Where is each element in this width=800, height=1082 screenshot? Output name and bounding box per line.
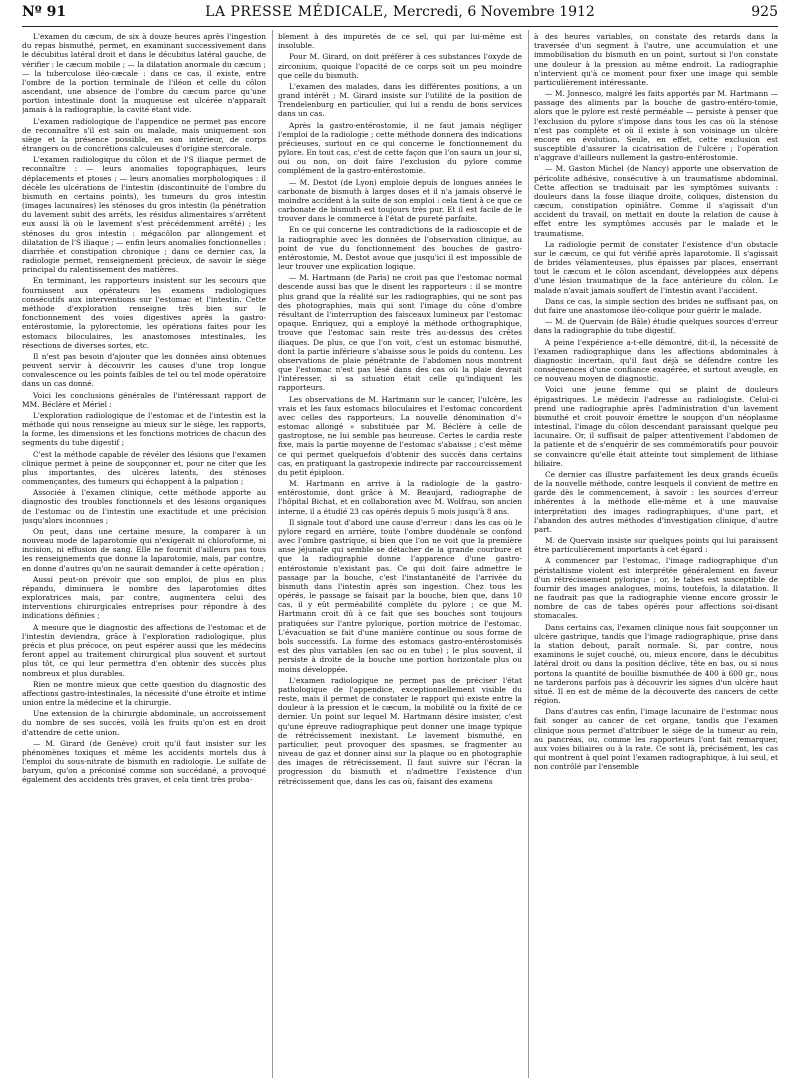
paragraph: Associée à l'examen clinique, cette méthode apporte au diagnostic des troubles fonctionnels et des lésions organiques de l'estomac ou de l'intestin une exactitude et une précision jusqu'alors inconnues ; xyxy=(22,488,266,525)
paragraph: A commencer par l'estomac, l'image radiographique d'un péristaltisme violent est interprétée généralement en faveur d'un rétrécissement pylorique ; or, le tabes est susceptible de fournir des images analogues, moins, toutefois, la dilatation. Il ne faudrait pas que la radiographie vienne encore grossir le nombre de cas de tabes opérés pour affections soi-disant stomacales. xyxy=(534,556,778,621)
text-column-2 xyxy=(278,32,522,1078)
page-number: 925 xyxy=(751,4,778,20)
paragraph: Ce dernier cas illustre parfaitement les deux grands écueils de la nouvelle méthode, contre lesquels il convient de mettre en garde dès le commencement, à savoir : les sources d'erreur inhérentes à la méthode elle-même et à une mauvaise interprétation des images radiographiques, d'une part, et l'abandon des autres méthodes d'investigation clinique, d'autre part. xyxy=(534,469,778,534)
header-rule xyxy=(22,26,778,27)
paragraph: L'examen radiologique du côlon et de l'S iliaque permet de reconnaître : — leurs anomalies topographiques, leurs déplacements et ptoses ; — leurs anomalies morphologiques : il décèle les ulcérations de l'intestin (discontinuité de l'ombre du bismuth en certains points), les tumeurs du gros intestin (images lacunaires) les sténoses du gros intestin (la pénétration du lavement subit des arrêts, les résidus alimentaires s'arrêtent eux aussi là où le lavement s'est précédemment arrêté) ; les sténoses du gros intestin : mégacôlon par allongement et dilatation de l'S iliaque ; — enfin leurs anomalies fonctionnelles : diarrhée et constipation chronique ; dans ce dernier cas, la radiologie permet, renseignement précieux, de savoir le siège principal du ralentissement des matières. xyxy=(22,155,266,275)
paragraph: Dans certains cas, l'examen clinique nous fait soupçonner un ulcère gastrique, tandis que l'image radiographique, prise dans la station debout, paraît normale. Si, par contre, nous examinons le sujet couché, ou, mieux encore, dans le décubitus latéral droit ou dans la position déclive, tête en bas, ou si nous portons la quantité de bouillie bismuthée de 400 à 600 gr., nous ne tarderons parfois pas à découvrir les signes d'un ulcère haut situé. Il en est de même de la découverte des cancers de cette région. xyxy=(534,622,778,706)
paragraph: Pour M. Girard, on doit préférer à ces substances l'oxyde de zirconium, quoique l'opacité de ce corps soit un peu moindre que celle du bismuth. xyxy=(278,52,522,80)
paragraph: En ce qui concerne les contradictions de la radioscopie et de la radiographie avec les données de l'observation clinique, au point de vue du fonctionnement des bouches de gastro-entérostomie, M. Destot avoue que jusqu'ici il est impossible de leur trouver une explication logique. xyxy=(278,225,522,272)
paragraph: A mesure que le diagnostic des affections de l'estomac et de l'intestin deviendra, grâce à l'exploration radiologique, plus précis et plus précoce, on peut espérer aussi que les médecins feront appel au traitement chirurgical plus souvent et surtout plus tôt, ce qui leur permettra d'en obtenir des succès plus nombreux et plus durables. xyxy=(22,622,266,678)
paragraph: L'examen des malades, dans les différentes positions, a un grand intérêt ; M. Girard insiste sur l'utilité de la position de Trendelenburg en particulier, qui lui a rendu de bons services dans un cas. xyxy=(278,81,522,119)
paragraph: — M. Jonnesco, malgré les faits apportés par M. Hartmann — passage des aliments par la bouche de gastro-entéro-tomie, alors que le pylore est resté perméable — persiste à penser que l'exclusion du pylore s'impose dans tous les cas où la sténose n'est pas complète et où il existe à son voisinage un ulcère encore en évolution. Seule, en effet, cette exclusion est susceptible d'assurer la cicatrisation de l'ulcère ; l'opération n'aggrave d'ailleurs nullement la gastro-entérostomie. xyxy=(534,89,778,163)
paragraph: — M. Hartmann (de Paris) ne croit pas que l'estomac normal descende aussi bas que le disent les rapporteurs : il se montre plus grand que la réalité sur les radiographies, qui ne sont pas des photographies, mais qui sont l'image du cône d'ombre résultant de l'interruption des faisceaux lumineux par l'estomac opaque. Enriquez, qui a employé la méthode orthographique, trouve que l'estomac sain reste très au-dessus des crêtes iliaques. De plus, ce que l'on voit, c'est un estomac bismuthé, dont la partie inférieure s'abaisse sous le poids du contenu. Les observations de plaie pénétrante de l'abdomen nous montrent que l'estomac n'est pas lésé dans des cas où la plaie devrait l'intéresser, si sa situation était celle qu'indiquent les rapporteurs. xyxy=(278,273,522,393)
paragraph: L'examen radiologique ne permet pas de préciser l'état pathologique de l'appendice, exceptionnellement visible du reste, mais il permet de constater le rapport qui existe entre la douleur à la pression et le cæcum, la mobilité ou la fixité de ce dernier. Un point sur lequel M. Hartmann désire insister, c'est qu'une épreuve radiographique peut donner une image typique de rétrécissement inexistant. Le lavement bismuthé, en particulier, peut provoquer des spasmes, se fragmenter au niveau de gaz et donner ainsi sur la plaque ou en photographie des images de rétrécissement. Il faut suivre sur l'écran la progression du bismuth et n'admettre l'existence d'un rétrécissement que, dans les cas où, faisant des examens xyxy=(278,675,522,786)
paragraph: — M. Destot (de Lyon) emploie depuis de longues années le carbonate de bismuth à larges doses et il n'a jamais observé le moindre accident à la suite de son emploi : cela tient à ce que ce carbonate de bismuth est toujours très pur. Et il est facile de le trouver dans le commerce à l'état de pureté parfaite. xyxy=(278,177,522,224)
paragraph: C'est la méthode capable de révéler des lésions que l'examen clinique permet à peine de soupçonner et, pour ne citer que les plus importantes, des ulcères latents, des sténoses commençantes, des tumeurs qui échappent à la palpation ; xyxy=(22,449,266,487)
journal-name: LA PRESSE MÉDICALE, xyxy=(205,4,389,20)
paragraph: Après la gastro-entérostomie, il ne faut jamais négliger l'emploi de la radiologie ; cette méthode donnera des indications précieuses, surtout en ce qui concerne le fonctionnement du pylore. En tout cas, c'est de cette façon que l'on saura un jour si, oui ou non, on doit faire l'exclusion du pylore comme complément de la gastro-entérostomie. xyxy=(278,120,522,176)
paragraph: Voici une jeune femme qui se plaint de douleurs épigastriques. Le médecin l'adresse au radiologiste. Celui-ci prend une radiographie après l'administration d'un lavement bismuthé et croit pouvoir émettre le soupçon d'un néoplasme intestinal, l'image du côlon descendant paraissant quelque peu lacunaire. Or, il suffisait de palper attentivement l'abdomen de la patiente et de s'enquérir de ses commémoratifs pour pouvoir se convaincre qu'elle était atteinte tout simplement de lithiase biliaire. xyxy=(534,385,778,468)
issue-date: Mercredi, 6 Novembre 1912 xyxy=(392,4,595,20)
paragraph: La radiologie permit de constater l'existence d'un obstacle sur le cæcum, ce qui fut vérifié après laparotomie. Il s'agissait de brides vélamenteuses, plus épaisses par places, enserrant tout le cæcum et le côlon ascendant, développées aux dépens d'une lésion traumatique de la face antérieure du côlon. Le malade n'avait jamais souffert de l'intestin avant l'accident. xyxy=(534,239,778,295)
paragraph: M. de Quervain insiste sur quelques points qui lui paraissent être particulièrement importants à cet égard : xyxy=(534,536,778,555)
paragraph: Rien ne montre mieux que cette question du diagnostic des affections gastro-intestinales, la nécessité d'une étroite et intime union entre la médecine et la chirurgie. xyxy=(22,679,266,708)
paragraph: — M. Girard (de Genève) croit qu'il faut insister sur les phénomènes toxiques et même les accidents mortels dus à l'emploi du sous-nitrate de bismuth en radiologie. Le sulfate de baryum, qu'on a préconisé comme son succédané, a provoqué également des accidents très graves, et cela tient très proba- xyxy=(22,738,266,785)
article-body xyxy=(22,32,778,1078)
paragraph: Il signale tout d'abord une cause d'erreur : dans les cas où le pylore regard en arrière, toute l'ombre duodénale se confond avec l'ombre gastrique, si bien que l'on ne voit que la première anse jéjunale qui semble se détacher de la grande courbure et que la radiographie donne l'apparence d'une gastro-entérostomie n'existant pas. Ce qui doit faire admettre le passage par la bouche, c'est l'instantanéité de l'arrivée du bismuth dans l'intestin après son ingestion. Chez tous les opérés, le passage se faisait par la bouche, bien que, dans 10 cas, il y eût perméabilité complète du pylore ; ce que M. Hartmann croit dû à ce fait que ses bouches sont toujours pratiquées sur l'antre pylorique, portion motrice de l'estomac. L'évacuation se fait d'une manière continue ou sous forme de bols successifs. La forme des estomacs gastro-entérostomisés est des plus variables (en sac ou en tube) ; le plus souvent, il persiste à droite de la bouche une portion horizontale plus ou moins développée. xyxy=(278,517,522,674)
paragraph: Dans ce cas, la simple section des brides ne suffisant pas, on dut faire une anastomose iléo-colique pour guérir le malade. xyxy=(534,296,778,315)
paragraph: L'examen du cæcum, de six à douze heures après l'ingestion du repas bismuthé, permet, en examinant successivement dans le décubitus latéral droit et dans le décubitus latéral gauche, de vérifier : le cæcum mobile ; — la dilatation anormale du cæcum ; — la tuberculose iléo-cæcale : dans ce cas, il existe, entre l'ombre de la portion terminale de l'iléon et celle du côlon ascendant, une absence de l'ombre du cæcum parce qu'une portion intestinale dont la muqueuse est ulcérée n'apparaît jamais à la radiographie, la cavité étant vide. xyxy=(22,32,266,115)
paragraph: Il n'est pas besoin d'ajouter que les données ainsi obtenues peuvent servir à découvrir les causes d'une trop longue convalescence ou les points faibles de tel ou tel mode opératoire dans un cas donné. xyxy=(22,351,266,389)
paragraph: On peut, dans une certaine mesure, la comparer à un nouveau mode de laparotomie qui n'exigerait ni chloroforme, ni incision, ni effusion de sang. Elle ne fournit d'ailleurs pas tous les renseignements que donne la laparotomie, mais, par contre, en donne d'autres qu'on ne saurait demander à cette opération ; xyxy=(22,526,266,573)
page-header xyxy=(22,4,778,26)
issue-number: Nº 91 xyxy=(22,4,67,20)
paragraph: En terminant, les rapporteurs insistent sur les secours que fournissent aux opérateurs les examens radiologiques consécutifs aux interventions sur l'estomac et l'intestin. Cette méthode d'exploration renseigne très bien sur le fonctionnement des voies digestives après la gastro-entérostomie, la pylorectomie, les opérations faites pour les estomacs biloculaires, les anastomoses intestinales, les résections de diverses sortes, etc. xyxy=(22,276,266,350)
paragraph: Dans d'autres cas enfin, l'image lacunaire de l'estomac nous fait songer au cancer de cet organe, tandis que l'examen clinique nous permet d'attribuer le siège de la tumeur au rein, au pancréas, ou, comme les rapporteurs l'ont fait remarquer, aux voies biliaires ou à la rate. Ce sont là, précisément, les cas qui montrent à quel point l'examen radiographique, à lui seul, et non contrôlé par l'ensemble xyxy=(534,707,778,772)
paragraph: — M. Gaston Michel (de Nancy) apporte une observation de péricolite adhésive, consécutive à un traumatisme abdominal. Cette affection se traduisait par les symptômes suivants : douleurs dans la fosse iliaque droite, coliques, distension du cæcum, constipation opiniâtre. Comme il s'agissait d'un accident du travail, on mettait en doute la relation de cause à effet entre les symptômes accusés par le malade et le traumatisme. xyxy=(534,164,778,238)
running-title xyxy=(22,4,778,20)
paragraph: à des heures variables, on constate des retards dans la traversée d'un segment à l'autre, une accumulation et une immobilisation du bismuth en un point, surtout si l'on constate une douleur à la pression au même endroit. La radiographie n'intervient qu'à ce moment pour fixer une image qui semble particulièrement intéressante. xyxy=(534,32,778,87)
paragraph: — M. de Quervain (de Bâle) étudie quelques sources d'erreur dans la radiographie du tube digestif. xyxy=(534,317,778,336)
paragraph: M. Hartmann en arrive à la radiologie de la gastro-entérostomie, dont grâce à M. Beaujard, radiographe de l'hôpital Bichat, et en collaboration avec M. Wolfrau, son ancien interne, il a étudié 23 cas opérés depuis 5 mois jusqu'à 8 ans. xyxy=(278,479,522,516)
paragraph: A peine l'expérience a-t-elle démontré, dit-il, la nécessité de l'examen radiographique dans les affections abdominales à diagnostic incertain, qu'il faut déjà se défendre contre les conséquences d'une confiance exagérée, et surtout aveugle, en ce nouveau moyen de diagnostic. xyxy=(534,337,778,384)
paragraph: Une extension de la chirurgie abdominale, un accroissement du nombre de ses succès, voilà les fruits qu'on est en droit d'attendre de cette union. xyxy=(22,709,266,737)
text-column-3 xyxy=(534,32,778,1078)
paragraph: Les observations de M. Hartmann sur le cancer, l'ulcère, les vrais et les faux estomacs biloculaires et l'estomac concordent avec celles des rapporteurs. La nouvelle dénomination d'« estomac allongé » substituée par M. Béclère à celle de gastroptose, ne lui semble pas heureuse. Certes le cardia reste fixe, mais la partie moyenne de l'estomac s'abaisse ; c'est même ce qui permet quelquefois d'obtenir des succès dans certains cas, en pratiquant la gastropexie indirecte par raccourcissement du petit épiploon. xyxy=(278,394,522,477)
paragraph: blement à des impuretés de ce sel, qui par lui-même est insoluble. xyxy=(278,32,522,51)
text-column-1 xyxy=(22,32,266,1078)
paragraph: L'examen radiologique de l'appendice ne permet pas encore de reconnaître s'il est sain ou malade, mais uniquement son siège et la présence possible, en son intérieur, de corps étrangers ou de concrétions calculeuses d'origine stercorale. xyxy=(22,116,266,154)
paragraph: Voici les conclusions générales de l'intéressant rapport de MM. Béclère et Mériel : xyxy=(22,390,266,409)
paragraph: Aussi peut-on prévoir que son emploi, de plus en plus répandu, diminuera le nombre des laparotomies dites exploratrices mais, par contre, augmentera celui des interventions chirurgicales entreprises pour répondre à des indications définies ; xyxy=(22,574,266,621)
paragraph: L'exploration radiologique de l'estomac et de l'intestin est la méthode qui nous renseigne au mieux sur le siège, les rapports, la forme, les dimensions et les fonctions motrices de chacun des segments du tube digestif ; xyxy=(22,410,266,448)
